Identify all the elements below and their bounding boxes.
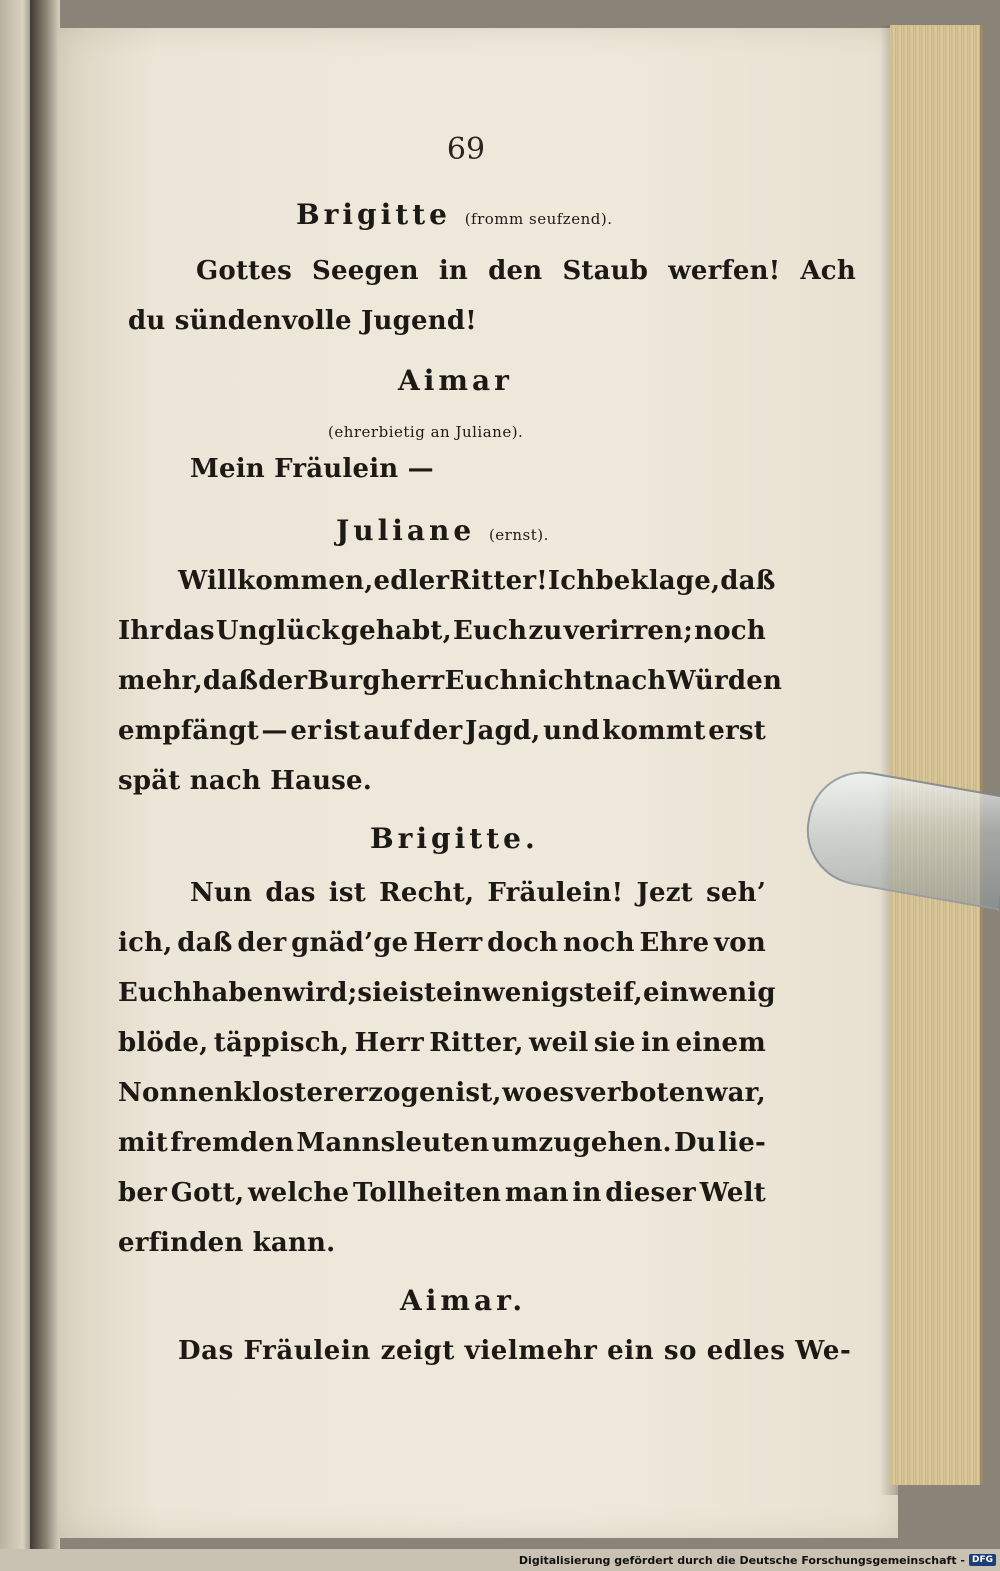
text-line: Das Fräulein zeigt vielmehr ein so edles We- — [178, 1336, 852, 1366]
word: blöde, — [118, 1028, 209, 1058]
speaker-aimar-1: Aimar — [398, 364, 513, 397]
word: Ritter! — [449, 566, 548, 596]
word: Ihr — [118, 616, 164, 646]
book-gutter — [30, 0, 60, 1560]
word: Gottes — [196, 256, 292, 286]
word: seh’ — [706, 878, 766, 908]
word: Jagd, — [464, 716, 541, 746]
word: wird; — [282, 978, 358, 1008]
word: Gott, — [170, 1178, 245, 1208]
word: wenig — [688, 978, 776, 1008]
word: Mannsleuten — [296, 1128, 490, 1158]
word: noch — [562, 928, 635, 958]
word: das — [265, 878, 316, 908]
word: haben — [192, 978, 283, 1008]
word: in — [438, 256, 469, 286]
text-line — [118, 1128, 766, 1158]
word: daß — [177, 928, 233, 958]
page-number: 69 — [446, 132, 486, 167]
word: der — [237, 928, 287, 958]
word: daß — [720, 566, 776, 596]
speaker-brigitte-1: Brigitte (fromm seufzend). — [296, 198, 613, 231]
text-line — [178, 566, 776, 596]
word: Tollheiten — [352, 1178, 502, 1208]
text-line — [190, 878, 766, 908]
speaker-aimar-2: Aimar. — [400, 1284, 527, 1317]
digitization-credit — [519, 1552, 996, 1568]
word: ist — [323, 716, 361, 746]
word: verboten — [574, 1078, 705, 1108]
word: empfängt — [118, 716, 259, 746]
word: mit — [118, 1128, 168, 1158]
word: von — [713, 928, 766, 958]
word: Ritter, — [429, 1028, 524, 1058]
stage-direction-line — [328, 414, 523, 444]
word: sie — [593, 1028, 636, 1058]
text-line — [118, 1078, 766, 1108]
word: mehr, — [118, 666, 203, 696]
word: Willkommen, — [178, 566, 374, 596]
word: einem — [675, 1028, 766, 1058]
word: Euch — [444, 666, 519, 696]
word: kommt — [602, 716, 706, 746]
word: erst — [708, 716, 766, 746]
word: war, — [705, 1078, 766, 1108]
page-stack-edge — [890, 25, 983, 1485]
word: — — [261, 716, 288, 746]
word: werfen! — [668, 256, 781, 286]
text-line — [118, 1178, 766, 1208]
word: auf — [363, 716, 411, 746]
word: nicht — [518, 666, 596, 696]
word: Seegen — [312, 256, 419, 286]
text-line — [118, 666, 783, 696]
word: das — [164, 616, 215, 646]
text-line: spät nach Hause. — [118, 766, 373, 796]
word: in — [641, 1028, 671, 1058]
word: in — [572, 1178, 602, 1208]
word: Ehre — [639, 928, 710, 958]
speaker-juliane: Juliane (ernst). — [336, 514, 549, 547]
word: gnäd’ge — [291, 928, 409, 958]
word: verirren; — [563, 616, 694, 646]
word: steif, — [569, 978, 643, 1008]
word: Ach — [800, 256, 856, 286]
word: Du — [674, 1128, 716, 1158]
word: Nun — [190, 878, 253, 908]
word: ein — [436, 978, 483, 1008]
word: dieser — [605, 1178, 696, 1208]
word: zu — [528, 616, 563, 646]
word: es — [542, 1078, 575, 1108]
text-line: erfinden kann. — [118, 1228, 336, 1258]
text-line — [196, 256, 856, 286]
text-line: Mein Fräulein — — [190, 454, 434, 484]
word: noch — [694, 616, 766, 646]
word: welche — [248, 1178, 350, 1208]
word: und — [543, 716, 600, 746]
credit-text: Digitalisierung gefördert durch die Deutsche Forschungsgemeinschaft - — [518, 1553, 965, 1567]
word: Ich — [547, 566, 596, 596]
word: ein — [642, 978, 689, 1008]
speaker-brigitte-2: Brigitte. — [370, 822, 539, 855]
word: Herr — [354, 1028, 424, 1058]
text-line — [118, 978, 776, 1008]
text-line — [118, 716, 766, 746]
word: Nonnenkloster — [118, 1078, 338, 1108]
word: Euch — [453, 616, 528, 646]
word: umzugehen. — [491, 1128, 672, 1158]
stage-direction: (fromm seufzend). — [464, 210, 613, 228]
word: ist — [399, 978, 437, 1008]
text-line — [118, 928, 766, 958]
word: Welt — [699, 1178, 766, 1208]
word: Burgherr — [307, 666, 445, 696]
word: Euch — [118, 978, 193, 1008]
word: ber — [118, 1178, 168, 1208]
word: Herr — [413, 928, 483, 958]
word: den — [488, 256, 543, 286]
word: doch — [487, 928, 559, 958]
word: gehabt, — [340, 616, 452, 646]
dfg-logo: DFG — [969, 1554, 996, 1566]
text-line — [118, 616, 766, 646]
word: Staub — [562, 256, 649, 286]
word: Recht, — [379, 878, 475, 908]
word: wo — [502, 1078, 543, 1108]
word: wenig — [482, 978, 569, 1008]
word: lie- — [718, 1128, 766, 1158]
word: fremden — [170, 1128, 295, 1158]
word: man — [504, 1178, 569, 1208]
word: weil — [529, 1028, 589, 1058]
word: der — [413, 716, 463, 746]
word: Würden — [666, 666, 783, 696]
word: täppisch, — [213, 1028, 350, 1058]
stage-direction: (ernst). — [488, 526, 549, 544]
text-line — [118, 1028, 766, 1058]
word: ich, — [118, 928, 173, 958]
word: Jezt — [636, 878, 693, 908]
word: beklage, — [595, 566, 721, 596]
word: der — [258, 666, 308, 696]
text-line: du sündenvolle Jugend! — [128, 306, 477, 336]
word: ist — [328, 878, 366, 908]
stage-direction: (ehrerbietig an Juliane). — [328, 423, 524, 441]
word: Unglück — [215, 616, 340, 646]
word: daß — [202, 666, 259, 696]
word: er — [290, 716, 321, 746]
word: ist, — [455, 1078, 502, 1108]
word: nach — [595, 666, 667, 696]
word: Fräulein! — [487, 878, 624, 908]
word: sie — [357, 978, 400, 1008]
word: erzogen — [337, 1078, 455, 1108]
word: edler — [373, 566, 450, 596]
